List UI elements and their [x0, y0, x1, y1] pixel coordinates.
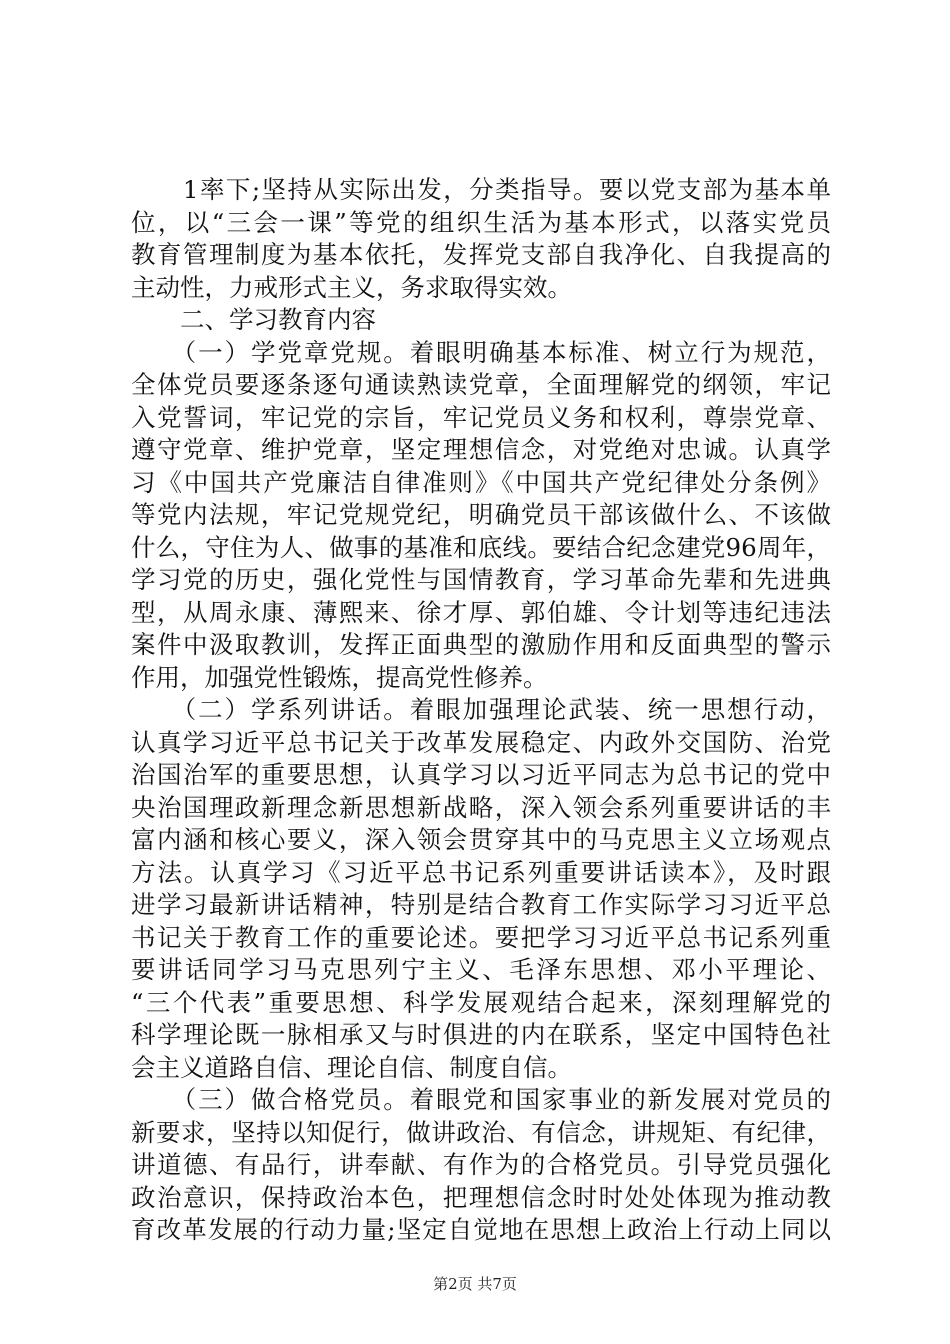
text-line: 科学理论既一脉相承又与时俱进的内在联系，坚定中国特色社	[131, 1020, 831, 1049]
text-line: 遵守党章、维护党章，坚定理想信念，对党绝对忠诚。认真学	[131, 435, 831, 464]
document-body	[131, 174, 831, 1247]
text-line: 入党誓词，牢记党的宗旨，牢记党员义务和权利，尊崇党章、	[131, 402, 831, 432]
text-line: 新要求，坚持以知促行，做讲政治、有信念，讲规矩、有纪律，	[131, 1117, 831, 1147]
text-line: 治国治军的重要思想，认真学习以习近平同志为总书记的党中	[131, 760, 831, 789]
text-line: 教育管理制度为基本依托，发挥党支部自我净化、自我提高的	[131, 240, 831, 269]
text-line: 型，从周永康、薄熙来、徐才厚、郭伯雄、令计划等违纪违法	[131, 597, 831, 627]
text-line: （一）学党章党规。着眼明确基本标准、树立行为规范，	[131, 337, 831, 367]
text-line: 会主义道路自信、理论自信、制度自信。	[131, 1052, 572, 1082]
text-line: 二、学习教育内容	[131, 305, 376, 334]
text-line: 育改革发展的行动力量;坚定自觉地在思想上政治上行动上同以	[131, 1215, 831, 1244]
text-line: （三）做合格党员。着眼党和国家事业的新发展对党员的	[131, 1085, 831, 1114]
text-line: “三个代表”重要思想、科学发展观结合起来，深刻理解党的	[131, 987, 831, 1017]
text-line: 全体党员要逐条逐句通读熟读党章，全面理解党的纲领，牢记	[131, 370, 831, 399]
text-line: （二）学系列讲话。着眼加强理论武装、统一思想行动，	[131, 695, 831, 724]
page-footer: 第2页 共7页	[433, 1275, 517, 1293]
text-line: 1率下;坚持从实际出发，分类指导。要以党支部为基本单	[131, 175, 831, 204]
text-line: 什么，守住为人、做事的基准和底线。要结合纪念建党96周年，	[131, 532, 831, 562]
text-line: 讲道德、有品行，讲奉献、有作为的合格党员。引导党员强化	[131, 1150, 831, 1179]
text-line: 位，以“三会一课”等党的组织生活为基本形式，以落实党员	[131, 207, 831, 237]
text-line: 学习党的历史，强化党性与国情教育，学习革命先辈和先进典	[131, 565, 831, 594]
text-line: 书记关于教育工作的重要论述。要把学习习近平总书记系列重	[131, 922, 831, 952]
text-line: 富内涵和核心要义，深入领会贯穿其中的马克思主义立场观点	[131, 825, 831, 854]
text-line: 政治意识，保持政治本色，把理想信念时时处处体现为推动教	[131, 1182, 831, 1212]
text-line: 案件中汲取教训，发挥正面典型的激励作用和反面典型的警示	[131, 630, 831, 659]
text-line: 作用，加强党性锻炼，提高党性修养。	[131, 662, 548, 692]
text-line: 央治国理政新理念新思想新战略，深入领会系列重要讲话的丰	[131, 792, 831, 822]
text-line: 进学习最新讲话精神，特别是结合教育工作实际学习习近平总	[131, 890, 831, 919]
text-line: 主动性，力戒形式主义，务求取得实效。	[131, 272, 572, 302]
text-line: 方法。认真学习《习近平总书记系列重要讲话读本》，及时跟	[131, 857, 831, 887]
text-line: 等党内法规，牢记党规党纪，明确党员干部该做什么、不该做	[131, 500, 831, 529]
text-line: 要讲话同学习马克思列宁主义、毛泽东思想、邓小平理论、	[131, 955, 831, 984]
text-line: 认真学习近平总书记关于改革发展稳定、内政外交国防、治党	[131, 727, 831, 757]
text-line: 习《中国共产党廉洁自律准则》《中国共产党纪律处分条例》	[131, 467, 831, 497]
